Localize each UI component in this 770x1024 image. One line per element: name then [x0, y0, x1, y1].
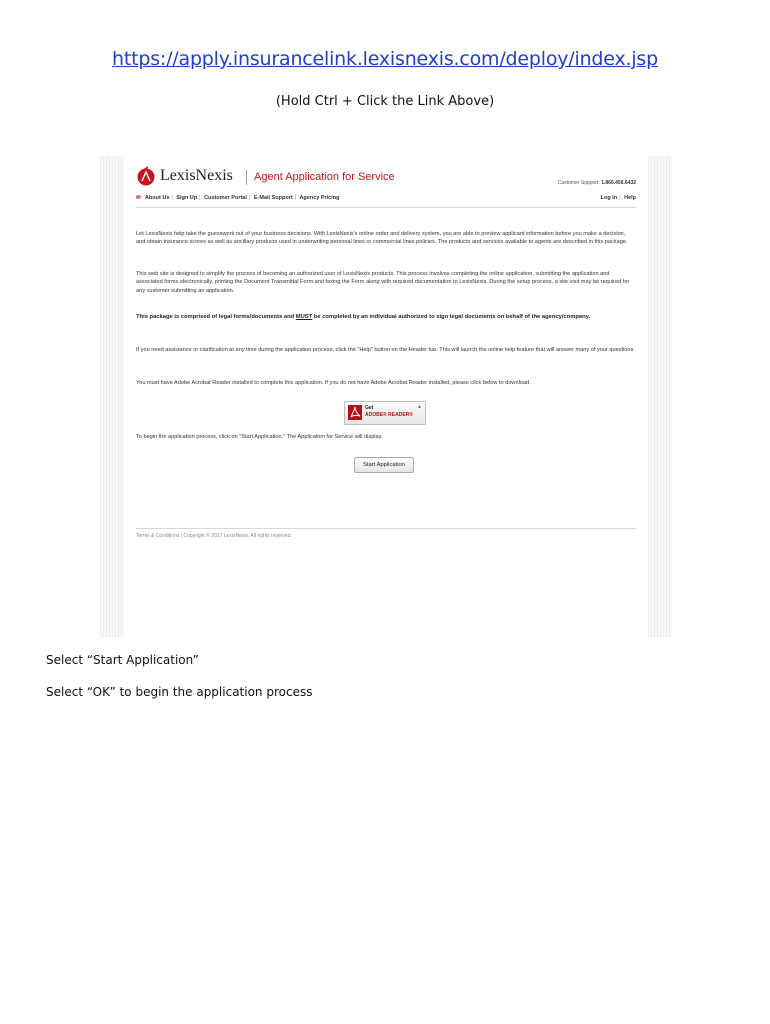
adobe-reader-label: ADOBE® READER®	[365, 412, 413, 418]
start-application-button[interactable]: Start Application	[354, 457, 414, 473]
site-content	[136, 156, 636, 637]
nav-divider	[136, 207, 636, 208]
nav-log-in[interactable]: Log In	[600, 195, 618, 201]
adobe-a-icon: ▲	[417, 404, 422, 410]
instruction-select-ok: Select “OK” to begin the application process	[46, 685, 313, 699]
support-phone: 1.866.456.6432	[601, 180, 636, 186]
screenshot-right-border	[648, 156, 672, 637]
header-divider	[246, 170, 247, 185]
app-title: Agent Application for Service	[254, 171, 395, 183]
legal-notice	[136, 313, 636, 321]
website-screenshot	[100, 156, 672, 637]
brand-name: LexisNexis	[160, 167, 233, 184]
legal-notice-end: be completed by an individual authorized to sign legal documents on behalf of the agency/company.	[312, 314, 591, 320]
start-paragraph: To begin the application process, click on "Start Application." The Application for Service will display.	[136, 434, 383, 440]
instruction-start-application: Select “Start Application”	[46, 653, 199, 667]
adobe-paragraph: You must have Adobe Acrobat Reader installed to complete this application. If you do not have Adobe Acrobat Reader installed, please click below to download.	[136, 380, 531, 386]
screenshot-left-border	[100, 156, 124, 637]
process-paragraph: This web site is designed to simplify the process of becoming an authorized user of LexisNexis products. This process involves completing the online application, submitting the application and associated forms electronically, printing the Document Transmittal Form and faxing the Form along with required documentation to LexisNexis. During the setup process, a site visit may be required for any customer submitting an application.	[136, 271, 630, 294]
nav-left: ✉ About Us | Sign Up | Customer Portal | E-Mail Support | Agency Pricing	[136, 195, 340, 201]
nav-about-us[interactable]: About Us	[144, 195, 170, 201]
support-label: Customer Support:	[557, 180, 600, 186]
get-adobe-reader-button[interactable]	[344, 401, 426, 425]
link-hint-text: (Hold Ctrl + Click the Link Above)	[275, 94, 495, 109]
nav-email-support[interactable]: E-Mail Support	[253, 195, 293, 201]
help-paragraph: If you need assistance or clarification at any time during the application process, click the "Help" button on the Header bar. This will launch the online help feature that will answer many of your questions.	[136, 347, 635, 353]
nav-customer-portal[interactable]: Customer Portal	[204, 195, 247, 201]
intro-paragraph: Let LexisNexis help take the guesswork out of your business decisions. With LexisNexis's online order and delivery system, you are able to preview applicant information before you make a decision, and obtain insurance scores as well as ancillary products used in underwriting personal lines or commercial lines policies. The products and services available to agents are described in this package.	[136, 231, 628, 246]
lexisnexis-logo-icon	[136, 166, 156, 186]
site-header	[136, 166, 636, 190]
nav-right: Log In | Help	[600, 195, 636, 201]
footer-divider	[136, 528, 636, 529]
site-footer[interactable]: Terms & Conditions | Copyright © 2017 LexisNexis. All rights reserved.	[136, 533, 292, 539]
adobe-reader-icon	[348, 405, 362, 420]
adobe-get-label: Get	[365, 405, 374, 411]
legal-notice-start: This package is comprised of legal forms/documents and	[136, 314, 296, 320]
nav-agency-pricing[interactable]: Agency Pricing	[299, 195, 340, 201]
mail-icon: ✉	[136, 195, 141, 201]
nav-bar	[136, 195, 636, 205]
customer-support	[558, 180, 636, 186]
nav-sign-up[interactable]: Sign Up	[176, 195, 198, 201]
acrobat-swirl-icon	[348, 405, 362, 420]
nav-help[interactable]: Help	[624, 195, 636, 201]
application-url-link[interactable]: https://apply.insurancelink.lexisnexis.com/deploy/index.jsp	[112, 48, 658, 70]
legal-notice-must: MUST	[295, 314, 313, 320]
